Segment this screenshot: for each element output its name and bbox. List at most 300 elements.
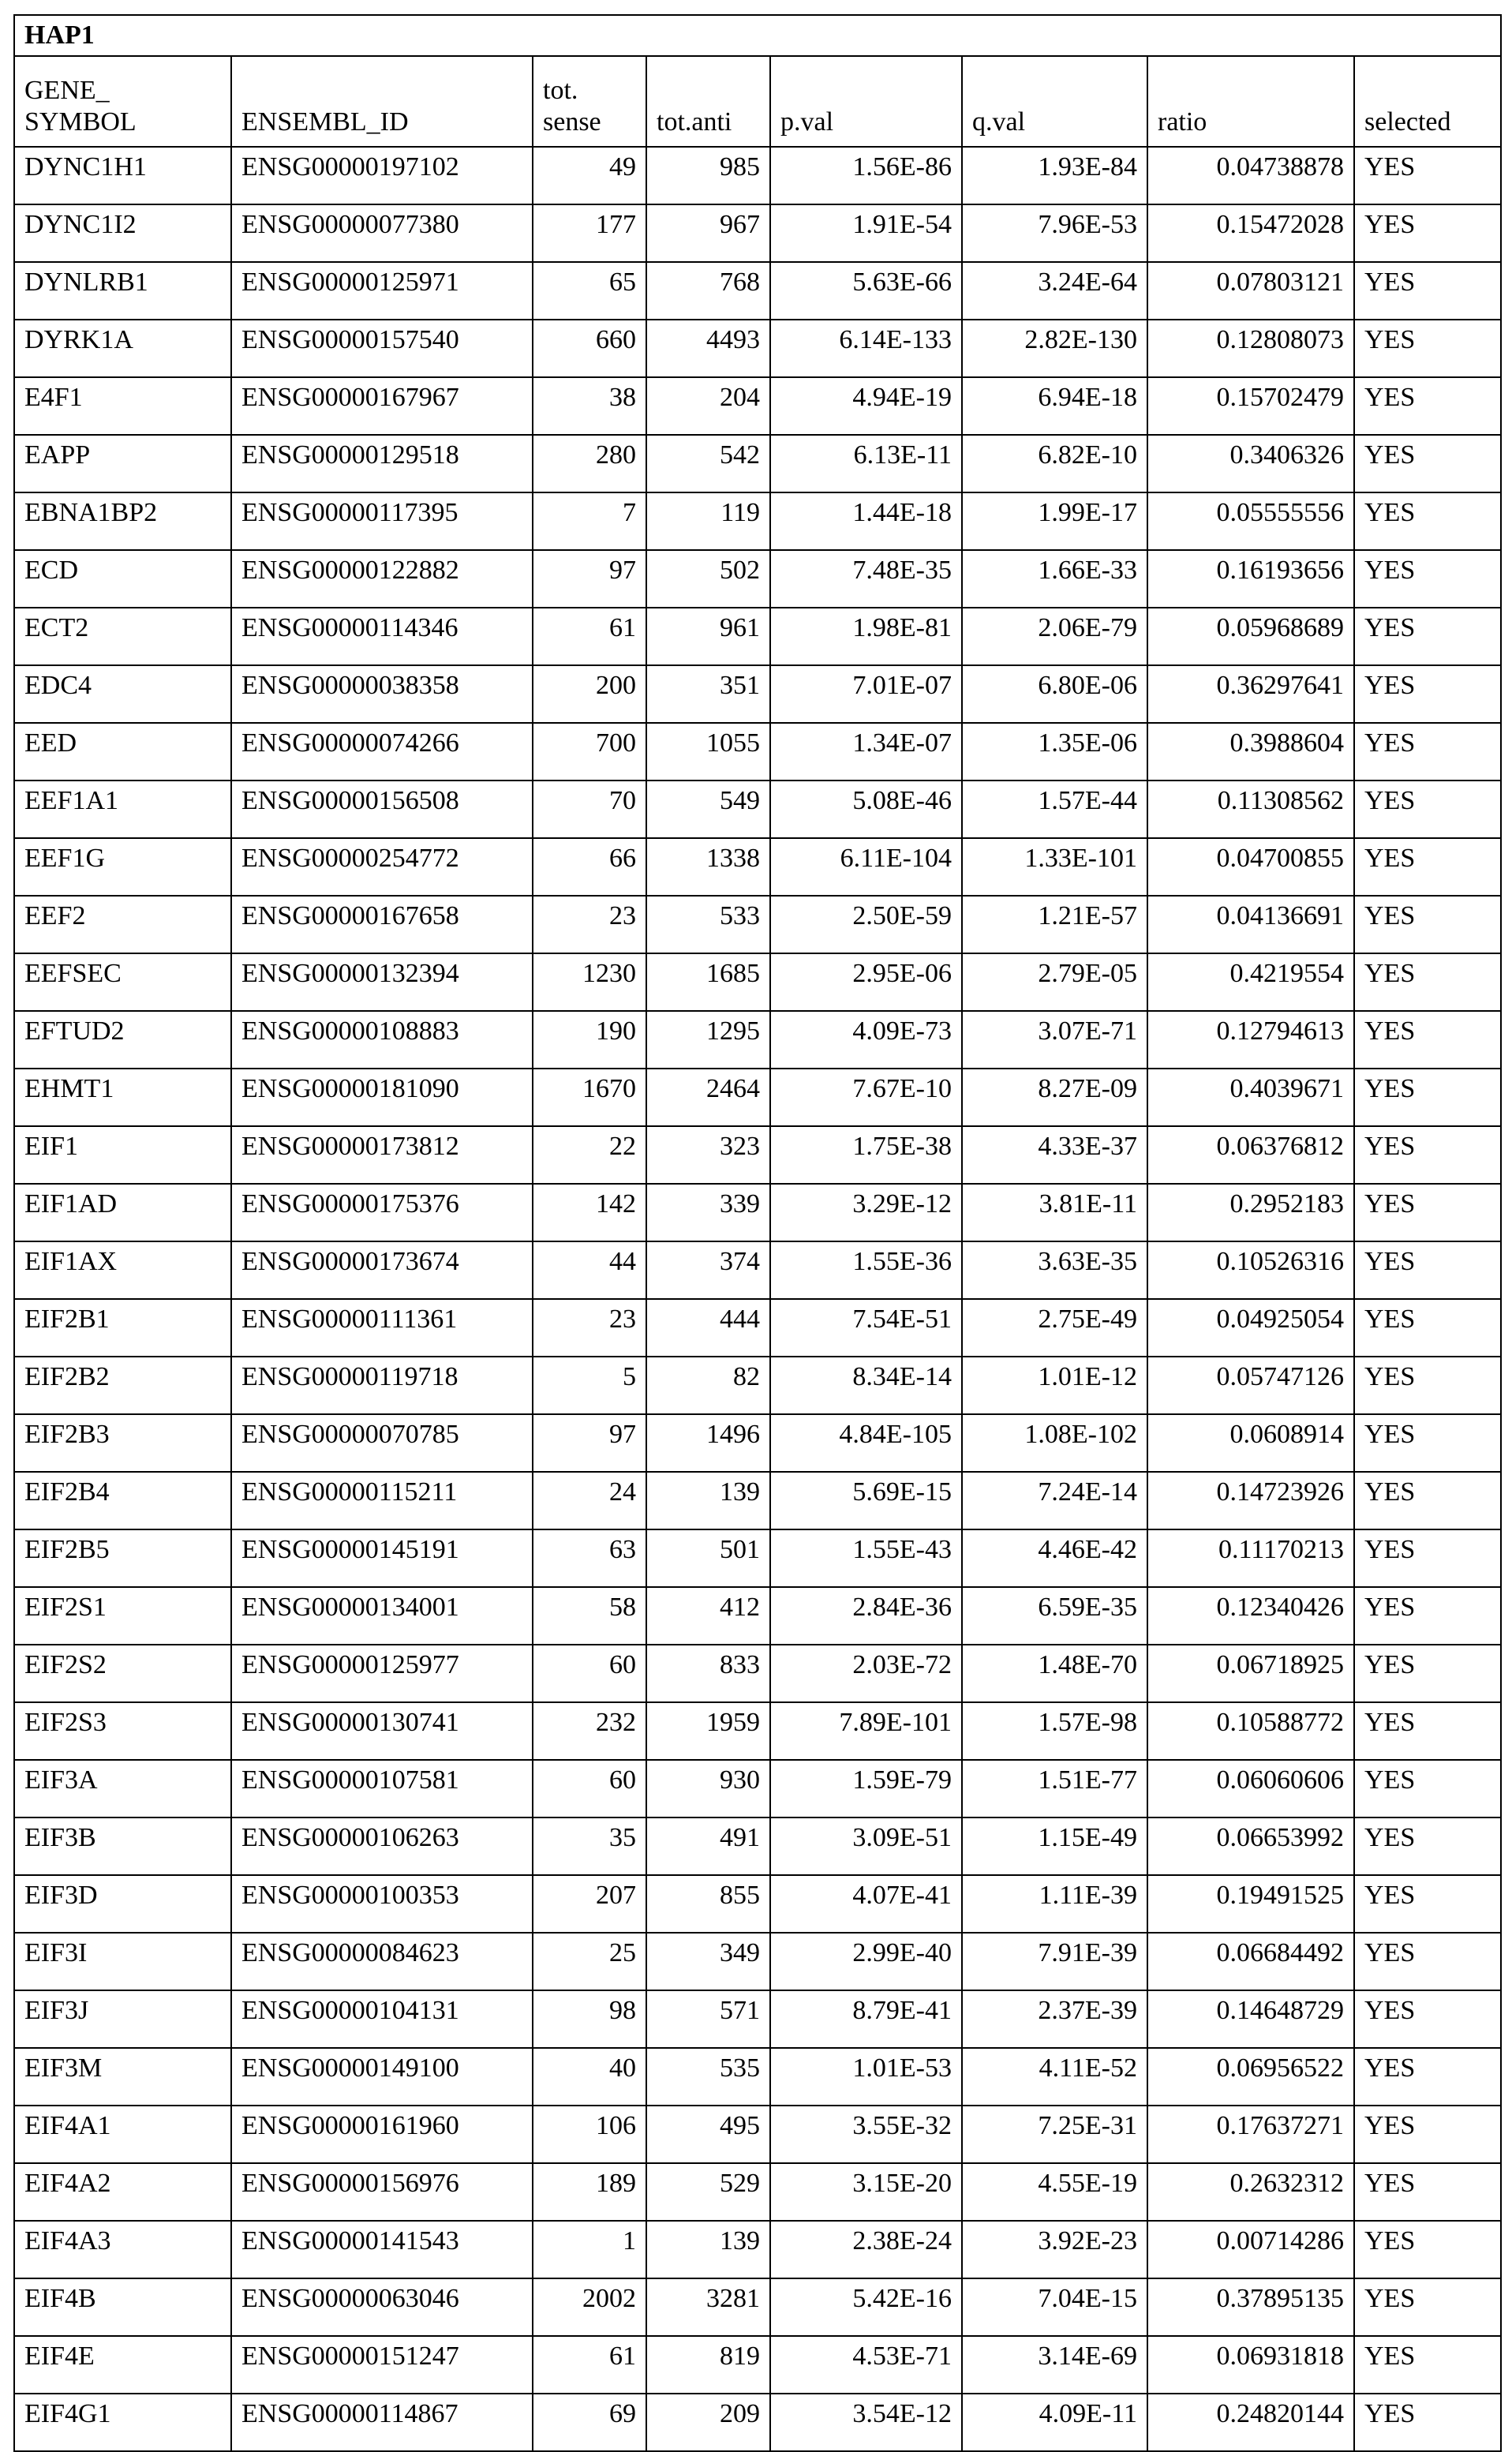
ratio-cell: 0.2952183: [1147, 1184, 1354, 1241]
q-val-cell: 1.57E-44: [962, 781, 1147, 838]
selected-cell: YES: [1354, 1702, 1501, 1760]
q-val-cell: 1.48E-70: [962, 1645, 1147, 1702]
tot-anti-cell: 855: [646, 1875, 770, 1933]
table-row: [14, 1414, 1501, 1472]
tot-anti-cell: 502: [646, 550, 770, 608]
header-tot-sense: tot. sense: [533, 56, 646, 147]
q-val-cell: 1.93E-84: [962, 147, 1147, 204]
tot-sense-cell: 23: [533, 1299, 646, 1357]
gene-symbol-cell: EDC4: [14, 665, 231, 723]
q-val-cell: 1.51E-77: [962, 1760, 1147, 1817]
ensembl-id-cell: ENSG00000161960: [231, 2106, 533, 2163]
q-val-cell: 1.33E-101: [962, 838, 1147, 896]
gene-symbol-cell: EIF3I: [14, 1933, 231, 1990]
gene-symbol-cell: EFTUD2: [14, 1011, 231, 1069]
tot-sense-cell: 35: [533, 1817, 646, 1875]
selected-cell: YES: [1354, 665, 1501, 723]
ratio-cell: 0.14648729: [1147, 1990, 1354, 2048]
gene-symbol-cell: EBNA1BP2: [14, 492, 231, 550]
p-val-cell: 8.79E-41: [770, 1990, 962, 2048]
gene-symbol-cell: EIF2B2: [14, 1357, 231, 1414]
selected-cell: YES: [1354, 1990, 1501, 2048]
ensembl-id-cell: ENSG00000114867: [231, 2394, 533, 2451]
ratio-cell: 0.06060606: [1147, 1760, 1354, 1817]
q-val-cell: 6.59E-35: [962, 1587, 1147, 1645]
ratio-cell: 0.10588772: [1147, 1702, 1354, 1760]
tot-anti-cell: 571: [646, 1990, 770, 2048]
ensembl-id-cell: ENSG00000197102: [231, 147, 533, 204]
q-val-cell: 1.99E-17: [962, 492, 1147, 550]
ratio-cell: 0.05747126: [1147, 1357, 1354, 1414]
gene-symbol-cell: EIF4A2: [14, 2163, 231, 2221]
ratio-cell: 0.04925054: [1147, 1299, 1354, 1357]
gene-symbol-cell: EED: [14, 723, 231, 781]
tot-anti-cell: 535: [646, 2048, 770, 2106]
table-row: [14, 1760, 1501, 1817]
ratio-cell: 0.11308562: [1147, 781, 1354, 838]
table-row: [14, 435, 1501, 492]
ratio-cell: 0.4219554: [1147, 953, 1354, 1011]
q-val-cell: 3.63E-35: [962, 1241, 1147, 1299]
tot-sense-cell: 1670: [533, 1069, 646, 1126]
q-val-cell: 1.08E-102: [962, 1414, 1147, 1472]
q-val-cell: 7.25E-31: [962, 2106, 1147, 2163]
tot-anti-cell: 1959: [646, 1702, 770, 1760]
ratio-cell: 0.06653992: [1147, 1817, 1354, 1875]
tot-sense-cell: 106: [533, 2106, 646, 2163]
selected-cell: YES: [1354, 262, 1501, 320]
header-selected: selected: [1354, 56, 1501, 147]
table-row: [14, 204, 1501, 262]
q-val-cell: 3.24E-64: [962, 262, 1147, 320]
p-val-cell: 5.69E-15: [770, 1472, 962, 1529]
selected-cell: YES: [1354, 2048, 1501, 2106]
ratio-cell: 0.06718925: [1147, 1645, 1354, 1702]
table-row: [14, 2394, 1501, 2451]
ensembl-id-cell: ENSG00000114346: [231, 608, 533, 665]
q-val-cell: 7.04E-15: [962, 2278, 1147, 2336]
selected-cell: YES: [1354, 2163, 1501, 2221]
q-val-cell: 1.11E-39: [962, 1875, 1147, 1933]
ratio-cell: 0.24820144: [1147, 2394, 1354, 2451]
q-val-cell: 7.96E-53: [962, 204, 1147, 262]
gene-symbol-cell: EIF2B4: [14, 1472, 231, 1529]
ensembl-id-cell: ENSG00000111361: [231, 1299, 533, 1357]
ensembl-id-cell: ENSG00000151247: [231, 2336, 533, 2394]
tot-anti-cell: 204: [646, 377, 770, 435]
table-row: [14, 1529, 1501, 1587]
ratio-cell: 0.36297641: [1147, 665, 1354, 723]
gene-symbol-cell: EIF1AX: [14, 1241, 231, 1299]
p-val-cell: 2.84E-36: [770, 1587, 962, 1645]
table-row: [14, 377, 1501, 435]
selected-cell: YES: [1354, 1875, 1501, 1933]
p-val-cell: 3.15E-20: [770, 2163, 962, 2221]
tot-sense-cell: 2002: [533, 2278, 646, 2336]
tot-sense-cell: 7: [533, 492, 646, 550]
tot-sense-cell: 38: [533, 377, 646, 435]
tot-sense-cell: 63: [533, 1529, 646, 1587]
p-val-cell: 2.99E-40: [770, 1933, 962, 1990]
table-row: [14, 147, 1501, 204]
gene-symbol-cell: EIF4A3: [14, 2221, 231, 2278]
ratio-cell: 0.06956522: [1147, 2048, 1354, 2106]
ratio-cell: 0.04738878: [1147, 147, 1354, 204]
selected-cell: YES: [1354, 608, 1501, 665]
tot-anti-cell: 119: [646, 492, 770, 550]
ensembl-id-cell: ENSG00000108883: [231, 1011, 533, 1069]
p-val-cell: 3.54E-12: [770, 2394, 962, 2451]
selected-cell: YES: [1354, 1933, 1501, 1990]
tot-anti-cell: 339: [646, 1184, 770, 1241]
table-row: [14, 1933, 1501, 1990]
ratio-cell: 0.4039671: [1147, 1069, 1354, 1126]
tot-sense-cell: 49: [533, 147, 646, 204]
selected-cell: YES: [1354, 1126, 1501, 1184]
p-val-cell: 5.63E-66: [770, 262, 962, 320]
table-row: [14, 608, 1501, 665]
selected-cell: YES: [1354, 1184, 1501, 1241]
ensembl-id-cell: ENSG00000117395: [231, 492, 533, 550]
table-row: [14, 2221, 1501, 2278]
selected-cell: YES: [1354, 1299, 1501, 1357]
selected-cell: YES: [1354, 1357, 1501, 1414]
table-row: [14, 953, 1501, 1011]
header-gene-symbol: GENE_ SYMBOL: [14, 56, 231, 147]
table-row: [14, 1299, 1501, 1357]
ratio-cell: 0.3406326: [1147, 435, 1354, 492]
gene-symbol-cell: E4F1: [14, 377, 231, 435]
ensembl-id-cell: ENSG00000077380: [231, 204, 533, 262]
gene-symbol-cell: EIF4B: [14, 2278, 231, 2336]
p-val-cell: 7.67E-10: [770, 1069, 962, 1126]
ensembl-id-cell: ENSG00000107581: [231, 1760, 533, 1817]
ratio-cell: 0.19491525: [1147, 1875, 1354, 1933]
p-val-cell: 1.55E-36: [770, 1241, 962, 1299]
ratio-cell: 0.04136691: [1147, 896, 1354, 953]
tot-sense-cell: 5: [533, 1357, 646, 1414]
table-row: [14, 2163, 1501, 2221]
gene-symbol-cell: EIF2S1: [14, 1587, 231, 1645]
ensembl-id-cell: ENSG00000070785: [231, 1414, 533, 1472]
header-row: [14, 56, 1501, 147]
tot-sense-cell: 700: [533, 723, 646, 781]
header-ensembl-id: ENSEMBL_ID: [231, 56, 533, 147]
q-val-cell: 2.37E-39: [962, 1990, 1147, 2048]
ratio-cell: 0.2632312: [1147, 2163, 1354, 2221]
p-val-cell: 4.84E-105: [770, 1414, 962, 1472]
tot-sense-cell: 98: [533, 1990, 646, 2048]
q-val-cell: 3.14E-69: [962, 2336, 1147, 2394]
table-row: [14, 1357, 1501, 1414]
table-row: [14, 665, 1501, 723]
ratio-cell: 0.10526316: [1147, 1241, 1354, 1299]
header-q-val: q.val: [962, 56, 1147, 147]
gene-symbol-cell: EIF2S3: [14, 1702, 231, 1760]
tot-sense-cell: 23: [533, 896, 646, 953]
q-val-cell: 1.01E-12: [962, 1357, 1147, 1414]
selected-cell: YES: [1354, 1645, 1501, 1702]
selected-cell: YES: [1354, 2394, 1501, 2451]
selected-cell: YES: [1354, 377, 1501, 435]
ensembl-id-cell: ENSG00000125971: [231, 262, 533, 320]
q-val-cell: 4.46E-42: [962, 1529, 1147, 1587]
tot-sense-cell: 200: [533, 665, 646, 723]
ratio-cell: 0.12340426: [1147, 1587, 1354, 1645]
selected-cell: YES: [1354, 1472, 1501, 1529]
table-row: [14, 2106, 1501, 2163]
gene-symbol-cell: DYNC1H1: [14, 147, 231, 204]
gene-symbol-cell: EIF3J: [14, 1990, 231, 2048]
tot-sense-cell: 177: [533, 204, 646, 262]
tot-anti-cell: 1295: [646, 1011, 770, 1069]
table-title: HAP1: [14, 15, 1501, 56]
tot-anti-cell: 967: [646, 204, 770, 262]
selected-cell: YES: [1354, 320, 1501, 377]
title-row: [14, 15, 1501, 56]
q-val-cell: 1.21E-57: [962, 896, 1147, 953]
selected-cell: YES: [1354, 147, 1501, 204]
gene-symbol-cell: EEF1G: [14, 838, 231, 896]
q-val-cell: 3.07E-71: [962, 1011, 1147, 1069]
ratio-cell: 0.05555556: [1147, 492, 1354, 550]
selected-cell: YES: [1354, 1069, 1501, 1126]
gene-symbol-cell: EHMT1: [14, 1069, 231, 1126]
p-val-cell: 3.09E-51: [770, 1817, 962, 1875]
gene-symbol-cell: EIF4E: [14, 2336, 231, 2394]
q-val-cell: 4.09E-11: [962, 2394, 1147, 2451]
p-val-cell: 1.75E-38: [770, 1126, 962, 1184]
selected-cell: YES: [1354, 781, 1501, 838]
table-row: [14, 1875, 1501, 1933]
ratio-cell: 0.17637271: [1147, 2106, 1354, 2163]
tot-sense-cell: 1230: [533, 953, 646, 1011]
ensembl-id-cell: ENSG00000167658: [231, 896, 533, 953]
ratio-cell: 0.12808073: [1147, 320, 1354, 377]
tot-anti-cell: 4493: [646, 320, 770, 377]
ratio-cell: 0.15702479: [1147, 377, 1354, 435]
ratio-cell: 0.3988604: [1147, 723, 1354, 781]
ensembl-id-cell: ENSG00000084623: [231, 1933, 533, 1990]
tot-sense-cell: 60: [533, 1760, 646, 1817]
selected-cell: YES: [1354, 1529, 1501, 1587]
ratio-cell: 0.11170213: [1147, 1529, 1354, 1587]
p-val-cell: 4.09E-73: [770, 1011, 962, 1069]
gene-symbol-cell: EIF2S2: [14, 1645, 231, 1702]
table-row: [14, 781, 1501, 838]
ensembl-id-cell: ENSG00000156976: [231, 2163, 533, 2221]
ensembl-id-cell: ENSG00000254772: [231, 838, 533, 896]
tot-sense-cell: 24: [533, 1472, 646, 1529]
tot-sense-cell: 660: [533, 320, 646, 377]
p-val-cell: 1.59E-79: [770, 1760, 962, 1817]
ensembl-id-cell: ENSG00000074266: [231, 723, 533, 781]
table-row: [14, 262, 1501, 320]
table-row: [14, 492, 1501, 550]
ensembl-id-cell: ENSG00000038358: [231, 665, 533, 723]
tot-anti-cell: 412: [646, 1587, 770, 1645]
p-val-cell: 2.38E-24: [770, 2221, 962, 2278]
q-val-cell: 2.75E-49: [962, 1299, 1147, 1357]
ensembl-id-cell: ENSG00000130741: [231, 1702, 533, 1760]
ensembl-id-cell: ENSG00000125977: [231, 1645, 533, 1702]
tot-anti-cell: 139: [646, 1472, 770, 1529]
tot-sense-cell: 207: [533, 1875, 646, 1933]
p-val-cell: 1.34E-07: [770, 723, 962, 781]
ratio-cell: 0.00714286: [1147, 2221, 1354, 2278]
selected-cell: YES: [1354, 1414, 1501, 1472]
table-row: [14, 1011, 1501, 1069]
ratio-cell: 0.12794613: [1147, 1011, 1354, 1069]
gene-symbol-cell: DYNC1I2: [14, 204, 231, 262]
table-row: [14, 1184, 1501, 1241]
q-val-cell: 4.55E-19: [962, 2163, 1147, 2221]
selected-cell: YES: [1354, 2336, 1501, 2394]
gene-symbol-cell: EEF1A1: [14, 781, 231, 838]
ensembl-id-cell: ENSG00000141543: [231, 2221, 533, 2278]
tot-sense-cell: 190: [533, 1011, 646, 1069]
p-val-cell: 7.89E-101: [770, 1702, 962, 1760]
table-row: [14, 2278, 1501, 2336]
selected-cell: YES: [1354, 435, 1501, 492]
tot-anti-cell: 1496: [646, 1414, 770, 1472]
q-val-cell: 2.82E-130: [962, 320, 1147, 377]
gene-symbol-cell: EIF1: [14, 1126, 231, 1184]
table-row: [14, 896, 1501, 953]
tot-anti-cell: 349: [646, 1933, 770, 1990]
p-val-cell: 5.08E-46: [770, 781, 962, 838]
gene-symbol-cell: EEFSEC: [14, 953, 231, 1011]
gene-symbol-cell: EIF1AD: [14, 1184, 231, 1241]
tot-sense-cell: 25: [533, 1933, 646, 1990]
p-val-cell: 6.13E-11: [770, 435, 962, 492]
ensembl-id-cell: ENSG00000157540: [231, 320, 533, 377]
table-row: [14, 2336, 1501, 2394]
tot-anti-cell: 930: [646, 1760, 770, 1817]
q-val-cell: 8.27E-09: [962, 1069, 1147, 1126]
q-val-cell: 1.66E-33: [962, 550, 1147, 608]
gene-symbol-cell: EIF3A: [14, 1760, 231, 1817]
ensembl-id-cell: ENSG00000106263: [231, 1817, 533, 1875]
gene-symbol-cell: EIF4A1: [14, 2106, 231, 2163]
ensembl-id-cell: ENSG00000115211: [231, 1472, 533, 1529]
p-val-cell: 3.29E-12: [770, 1184, 962, 1241]
p-val-cell: 8.34E-14: [770, 1357, 962, 1414]
p-val-cell: 4.07E-41: [770, 1875, 962, 1933]
selected-cell: YES: [1354, 492, 1501, 550]
selected-cell: YES: [1354, 723, 1501, 781]
ratio-cell: 0.0608914: [1147, 1414, 1354, 1472]
tot-sense-cell: 69: [533, 2394, 646, 2451]
selected-cell: YES: [1354, 1587, 1501, 1645]
ensembl-id-cell: ENSG00000167967: [231, 377, 533, 435]
table-row: [14, 1587, 1501, 1645]
q-val-cell: 3.92E-23: [962, 2221, 1147, 2278]
selected-cell: YES: [1354, 1241, 1501, 1299]
gene-symbol-cell: EIF3M: [14, 2048, 231, 2106]
tot-anti-cell: 961: [646, 608, 770, 665]
ensembl-id-cell: ENSG00000181090: [231, 1069, 533, 1126]
q-val-cell: 4.33E-37: [962, 1126, 1147, 1184]
tot-anti-cell: 549: [646, 781, 770, 838]
ratio-cell: 0.15472028: [1147, 204, 1354, 262]
ensembl-id-cell: ENSG00000156508: [231, 781, 533, 838]
tot-sense-cell: 65: [533, 262, 646, 320]
tot-sense-cell: 66: [533, 838, 646, 896]
tot-anti-cell: 985: [646, 147, 770, 204]
tot-anti-cell: 1055: [646, 723, 770, 781]
ensembl-id-cell: ENSG00000100353: [231, 1875, 533, 1933]
ratio-cell: 0.06376812: [1147, 1126, 1354, 1184]
p-val-cell: 4.94E-19: [770, 377, 962, 435]
tot-sense-cell: 232: [533, 1702, 646, 1760]
ensembl-id-cell: ENSG00000173812: [231, 1126, 533, 1184]
tot-anti-cell: 819: [646, 2336, 770, 2394]
p-val-cell: 1.01E-53: [770, 2048, 962, 2106]
selected-cell: YES: [1354, 838, 1501, 896]
table-row: [14, 320, 1501, 377]
header-tot-anti: tot.anti: [646, 56, 770, 147]
gene-symbol-cell: EIF4G1: [14, 2394, 231, 2451]
header-p-val: p.val: [770, 56, 962, 147]
ratio-cell: 0.07803121: [1147, 262, 1354, 320]
selected-cell: YES: [1354, 550, 1501, 608]
selected-cell: YES: [1354, 1817, 1501, 1875]
table-row: [14, 1126, 1501, 1184]
p-val-cell: 3.55E-32: [770, 2106, 962, 2163]
q-val-cell: 6.80E-06: [962, 665, 1147, 723]
gene-symbol-cell: EAPP: [14, 435, 231, 492]
selected-cell: YES: [1354, 204, 1501, 262]
tot-anti-cell: 3281: [646, 2278, 770, 2336]
tot-anti-cell: 533: [646, 896, 770, 953]
q-val-cell: 1.15E-49: [962, 1817, 1147, 1875]
tot-anti-cell: 833: [646, 1645, 770, 1702]
p-val-cell: 5.42E-16: [770, 2278, 962, 2336]
gene-symbol-cell: EIF2B5: [14, 1529, 231, 1587]
tot-sense-cell: 22: [533, 1126, 646, 1184]
selected-cell: YES: [1354, 1011, 1501, 1069]
table-body: [14, 147, 1501, 2451]
table-row: [14, 1817, 1501, 1875]
tot-sense-cell: 44: [533, 1241, 646, 1299]
p-val-cell: 6.14E-133: [770, 320, 962, 377]
table-row: [14, 838, 1501, 896]
ratio-cell: 0.14723926: [1147, 1472, 1354, 1529]
ensembl-id-cell: ENSG00000119718: [231, 1357, 533, 1414]
tot-anti-cell: 323: [646, 1126, 770, 1184]
p-val-cell: 6.11E-104: [770, 838, 962, 896]
selected-cell: YES: [1354, 2106, 1501, 2163]
selected-cell: YES: [1354, 1760, 1501, 1817]
table-row: [14, 1702, 1501, 1760]
gene-symbol-cell: EEF2: [14, 896, 231, 953]
gene-symbol-cell: DYNLRB1: [14, 262, 231, 320]
tot-anti-cell: 139: [646, 2221, 770, 2278]
tot-anti-cell: 209: [646, 2394, 770, 2451]
p-val-cell: 2.95E-06: [770, 953, 962, 1011]
ensembl-id-cell: ENSG00000149100: [231, 2048, 533, 2106]
p-val-cell: 2.03E-72: [770, 1645, 962, 1702]
ensembl-id-cell: ENSG00000063046: [231, 2278, 533, 2336]
p-val-cell: 7.48E-35: [770, 550, 962, 608]
gene-symbol-cell: DYRK1A: [14, 320, 231, 377]
ensembl-id-cell: ENSG00000145191: [231, 1529, 533, 1587]
q-val-cell: 7.24E-14: [962, 1472, 1147, 1529]
tot-sense-cell: 61: [533, 608, 646, 665]
p-val-cell: 7.01E-07: [770, 665, 962, 723]
ratio-cell: 0.06931818: [1147, 2336, 1354, 2394]
